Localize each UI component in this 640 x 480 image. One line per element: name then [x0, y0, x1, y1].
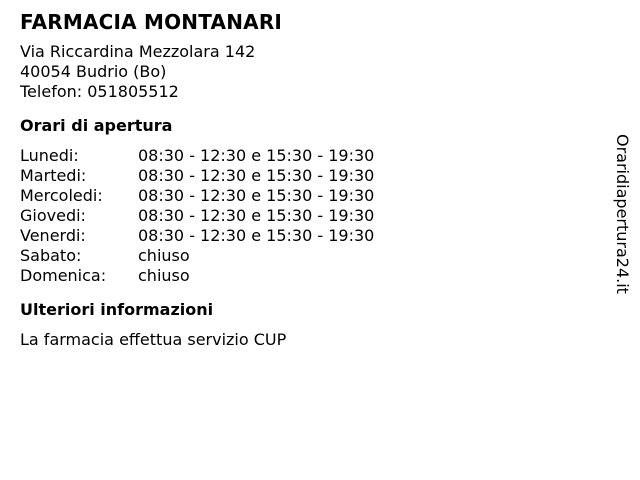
hours-row-saturday — [20, 246, 600, 266]
hours-time: chiuso — [138, 246, 190, 265]
store-address — [20, 42, 600, 102]
hours-heading: Orari di apertura — [20, 116, 173, 135]
hours-time: 08:30 - 12:30 e 15:30 - 19:30 — [138, 206, 375, 225]
hours-day: Domenica: — [20, 266, 107, 285]
info-text: La farmacia effettua servizio CUP — [20, 330, 287, 349]
hours-time: 08:30 - 12:30 e 15:30 - 19:30 — [138, 226, 375, 245]
hours-day: Mercoledi: — [20, 186, 103, 205]
phone-number: Telefon: 051805512 — [20, 82, 179, 101]
hours-row-sunday — [20, 266, 600, 286]
address-street: Via Riccardina Mezzolara 142 — [20, 42, 256, 61]
site-watermark-text: Oraridiapertura24.it — [613, 134, 632, 294]
hours-time: 08:30 - 12:30 e 15:30 - 19:30 — [138, 186, 375, 205]
hours-time: 08:30 - 12:30 e 15:30 - 19:30 — [138, 146, 375, 165]
hours-day: Sabato: — [20, 246, 82, 265]
hours-row-tuesday — [20, 166, 600, 186]
address-city: 40054 Budrio (Bo) — [20, 62, 167, 81]
hours-day: Giovedi: — [20, 206, 86, 225]
hours-day: Martedi: — [20, 166, 87, 185]
info-heading: Ulteriori informazioni — [20, 300, 214, 319]
hours-table — [20, 146, 600, 286]
hours-day: Lunedi: — [20, 146, 79, 165]
site-watermark — [612, 134, 636, 308]
hours-row-wednesday — [20, 186, 600, 206]
store-name: FARMACIA MONTANARI — [20, 10, 283, 34]
hours-time: chiuso — [138, 266, 190, 285]
hours-time: 08:30 - 12:30 e 15:30 - 19:30 — [138, 166, 375, 185]
hours-row-friday — [20, 226, 600, 246]
hours-row-monday — [20, 146, 600, 166]
hours-row-thursday — [20, 206, 600, 226]
store-card — [20, 10, 600, 350]
hours-day: Venerdi: — [20, 226, 86, 245]
